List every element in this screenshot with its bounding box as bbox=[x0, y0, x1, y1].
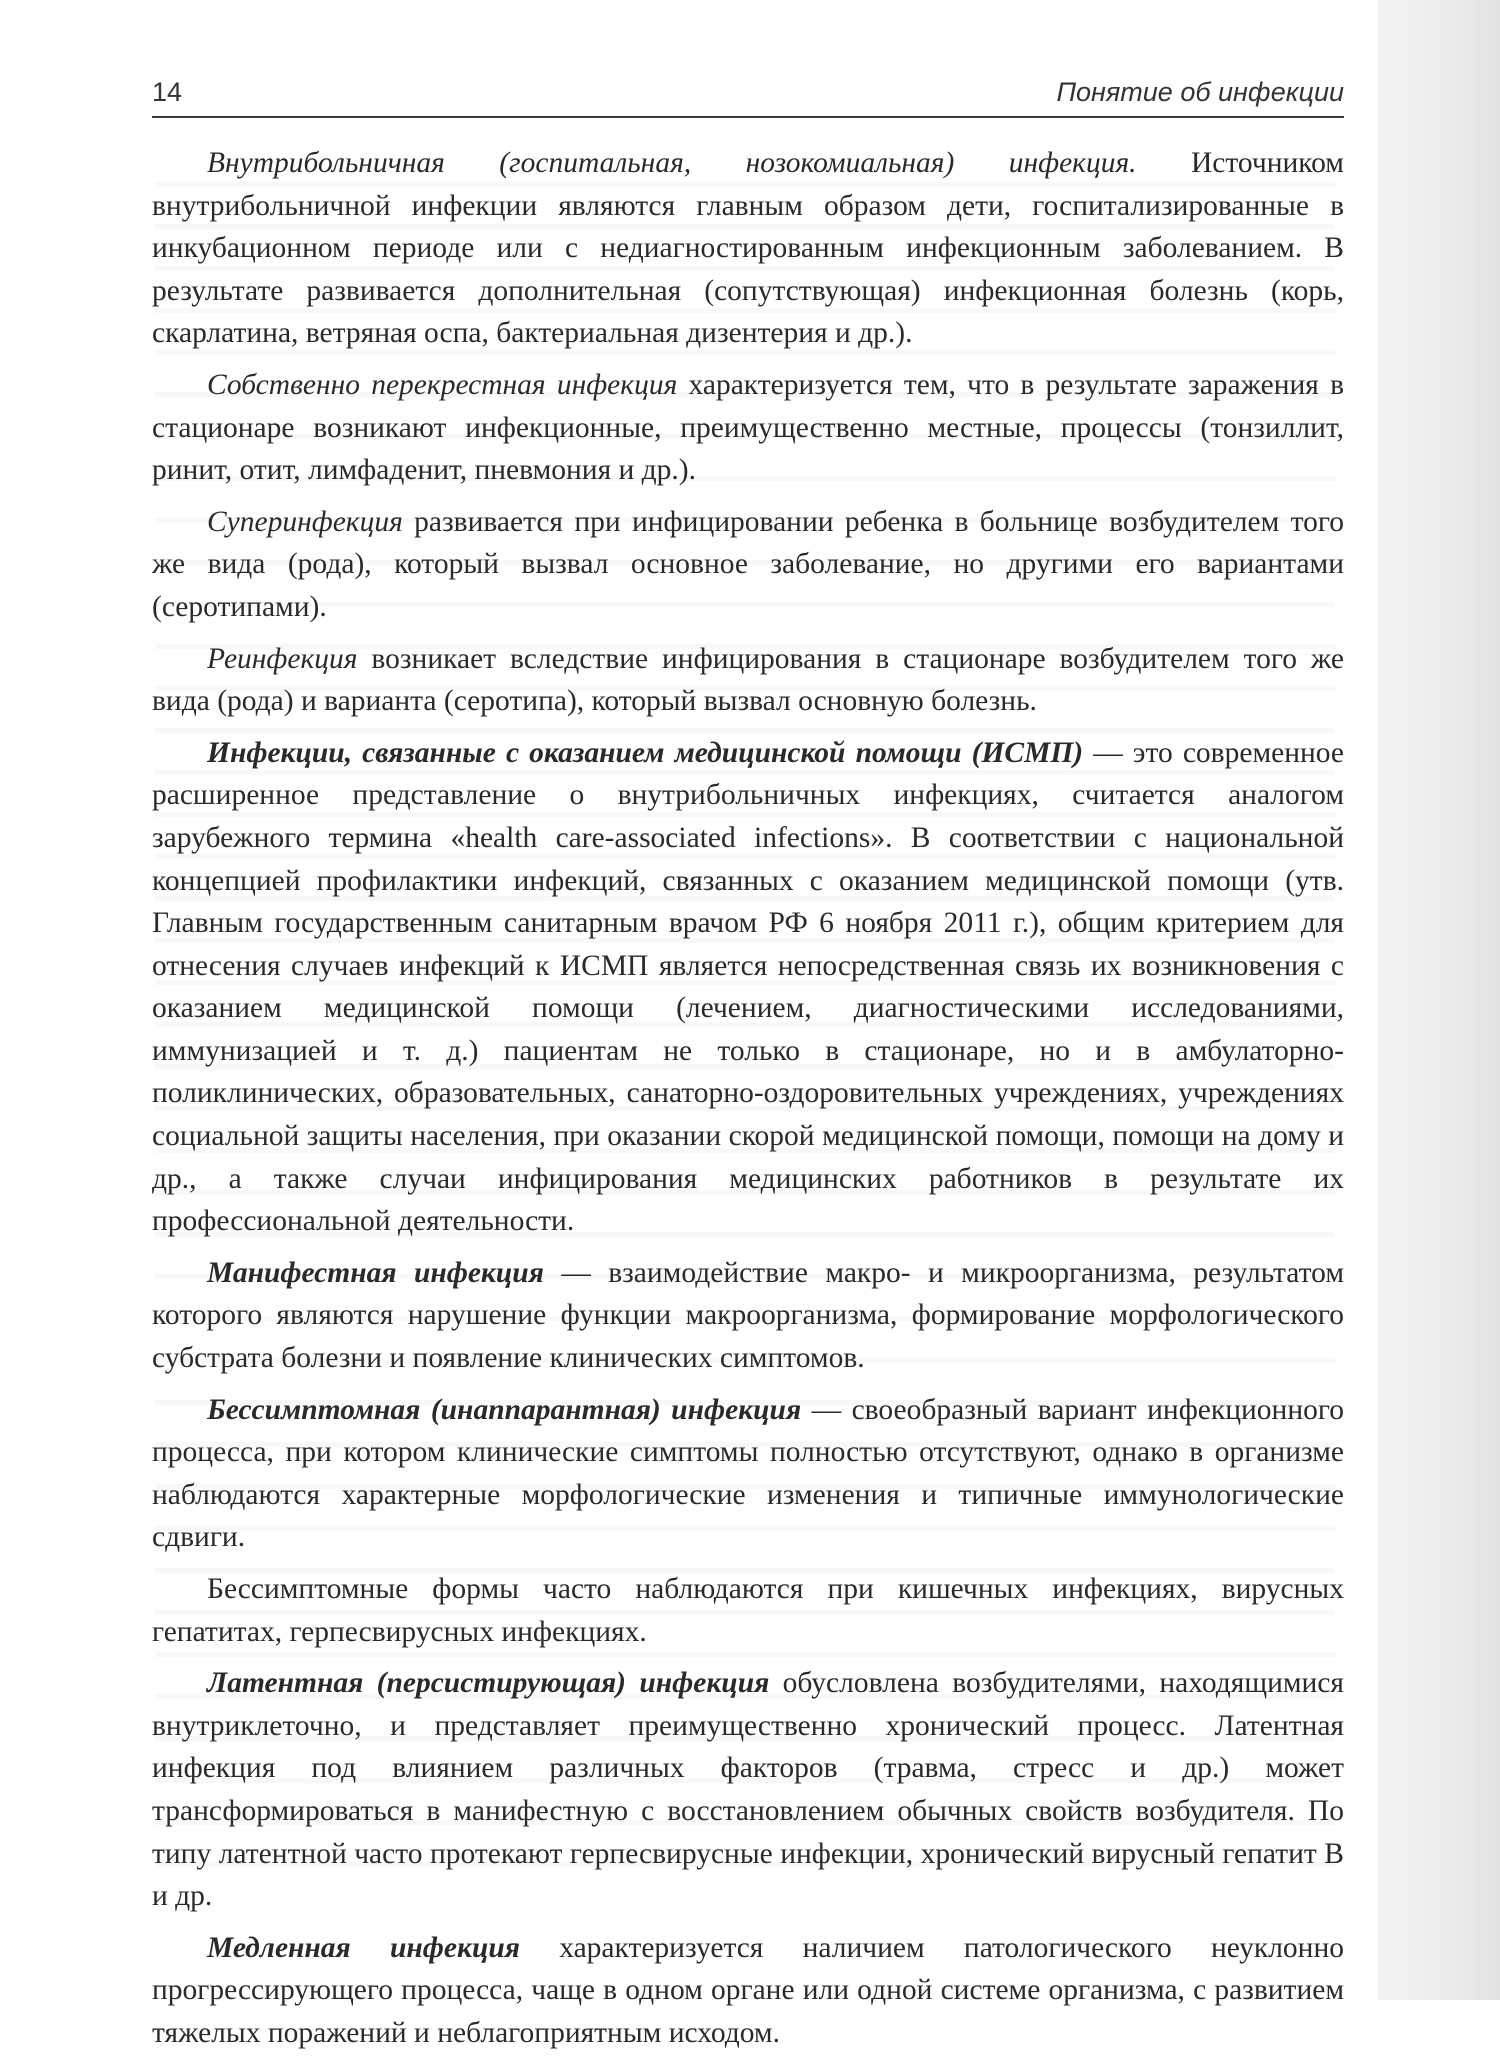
term-reinfection: Реинфекция bbox=[207, 642, 358, 675]
paragraph-text: развивается при инфицировании ребенка в больнице возбудителем того же вида (рода), который вызвал основное заболевание, но другими его вариантами (серотипами). bbox=[152, 505, 1344, 623]
term-nosocomial-infection: Внутрибольничная (госпитальная, нозокомиальная) инфекция. bbox=[207, 147, 1137, 179]
paragraph-text: — это современное расширенное представление о внутрибольничных инфекциях, считается аналогом зарубежного термина «health care-associated infections». В соответствии с национальной концепцией профилактики инфекций, связанных с оказанием медицинской помощи (утв. Главным государственным санитарным врачом РФ 6 ноября 2011 г.), общим критерием для отнесения случаев инфекций к ИСМП является непосредственная связь их возникновения с оказанием медицинской помощи (лечением, диагностическими исследованиями, иммунизацией и т. д.) пациентам не только в стационаре, но и в амбулаторно-поликлинических, образовательных, санаторно-оздоровительных учреждениях, учреждениях социальной защиты населения, при оказании скорой медицинской помощи, помощи на дому и др., а также случаи инфицирования медицинских работников в результате их профессиональной деятельности. bbox=[152, 736, 1344, 1238]
paragraph-manifest bbox=[152, 1252, 1344, 1380]
page-number: 14 bbox=[152, 77, 183, 107]
paragraph-text: характеризуется тем, что в результате заражения в стационаре возникают инфекционные, преимущественно местные, процессы (тонзиллит, ринит, отит, лимфаденит, пневмония и др.). bbox=[152, 368, 1345, 487]
paragraph-nosocomial bbox=[152, 142, 1344, 355]
term-slow-infection: Медленная инфекция bbox=[207, 1931, 520, 1964]
paragraph-text: Бессимптомные формы часто наблюдаются при кишечных инфекциях, вирусных гепатитах, герпесвирусных инфекциях. bbox=[152, 1573, 1344, 1648]
paragraph-asymptomatic bbox=[152, 1389, 1344, 1559]
body-text bbox=[152, 142, 1344, 2064]
paragraph-asymptomatic-forms bbox=[152, 1568, 1344, 1653]
term-healthcare-associated-infection: Инфекции, связанные с оказанием медицинской помощи (ИСМП) bbox=[207, 736, 1084, 769]
paragraph-text: — взаимодействие макро- и микроорганизма, результатом которого являются нарушение функции макроорганизма, формирование морфологического субстрата болезни и появление клинических симптомов. bbox=[152, 1256, 1344, 1375]
paragraph-text: возникает вследствие инфицирования в стационаре возбудителем того же вида (рода) и варианта (серотипа), который вызвал основную болезнь. bbox=[152, 642, 1344, 718]
page-header bbox=[152, 70, 1344, 118]
paragraph-latent bbox=[152, 1662, 1344, 1918]
paragraph-hai bbox=[152, 732, 1344, 1243]
term-latent-infection: Латентная (персистирующая) инфекция bbox=[207, 1667, 770, 1700]
term-asymptomatic-infection: Бессимптомная (инаппарантная) инфекция bbox=[207, 1393, 802, 1426]
paragraph-slow bbox=[152, 1927, 1344, 2055]
paragraph-text: обусловлена возбудителями, находящимися внутриклеточно, и представляет преимущественно хронический процесс. Латентная инфекция под влиянием различных факторов (травма, стресс и др.) может трансформироваться в манифестную с восстановлением обычных свойств возбудителя. По типу латентной часто протекают герпесвирусные инфекции, хронический вирусный гепатит В и др. bbox=[152, 1667, 1344, 1913]
running-title: Понятие об инфекции bbox=[1056, 77, 1344, 107]
term-cross-infection: Собственно перекрестная инфекция bbox=[207, 368, 678, 401]
paragraph-text: характеризуется наличием патологического неуклонно прогрессирующего процесса, чаще в одном органе или одной системе организма, с развитием тяжелых поражений и неблагоприятным исходом. bbox=[152, 1931, 1344, 2049]
page-edge-shadow bbox=[1378, 0, 1500, 2000]
paragraph-superinfection bbox=[152, 501, 1344, 629]
term-manifest-infection: Манифестная инфекция bbox=[207, 1256, 544, 1289]
paragraph-reinfection bbox=[152, 638, 1344, 723]
paragraph-text: — своеобразный вариант инфекционного процесса, при котором клинические симптомы полностью отсутствуют, однако в организме наблюдаются характерные морфологические изменения и типичные иммунологические сдвиги. bbox=[152, 1393, 1344, 1554]
paragraph-cross-infection bbox=[152, 364, 1344, 492]
term-superinfection: Суперинфекция bbox=[207, 505, 403, 538]
paragraph-text: Источником внутрибольничной инфекции являются главным образом дети, госпитализированные в инкубационном периоде или с недиагностированным инфекционным заболеванием. В результате развивается дополнительная (сопутствующая) инфекционная болезнь (корь, скарлатина, ветряная оспа, бактериальная дизентерия и др.). bbox=[152, 147, 1344, 350]
